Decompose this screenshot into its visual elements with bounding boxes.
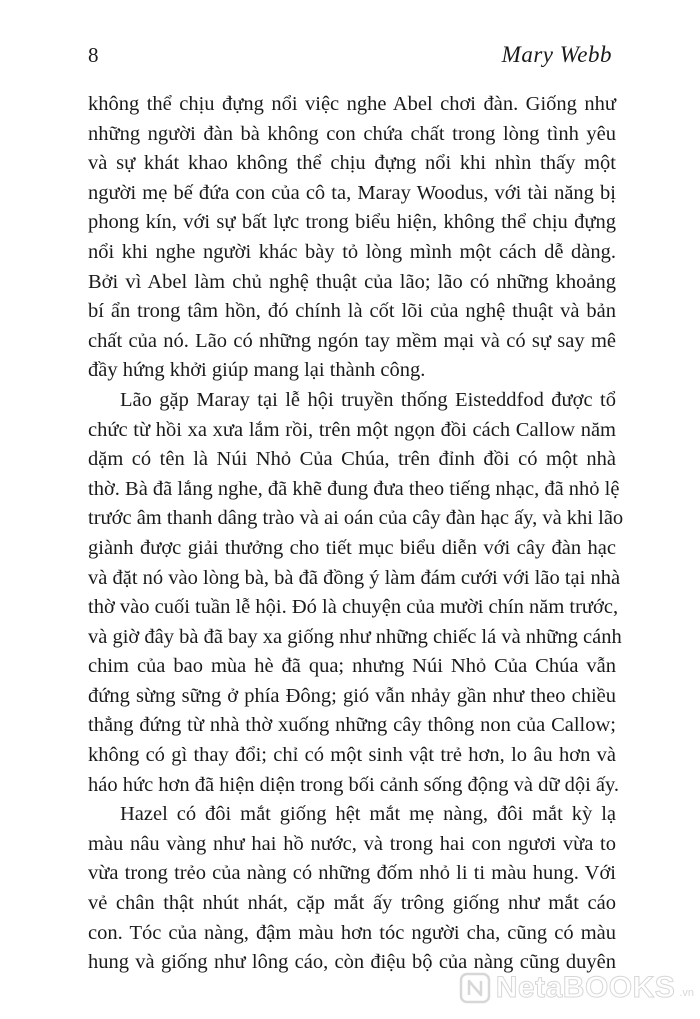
- text-line: chim của bao mùa hè đã qua; nhưng Núi Nhỏ Của Chúa vẫn: [88, 655, 616, 678]
- text-line: Lão gặp Maray tại lễ hội truyền thống Eisteddfod được tổ: [120, 388, 616, 411]
- text-line: và giờ đây bà đã bay xa giống như những chiếc lá và những cánh: [88, 625, 622, 648]
- text-line: con. Tóc của nàng, đậm màu hơn tóc người cha, cũng có màu: [88, 921, 616, 944]
- text-line: những người đàn bà không con chứa chất trong lòng tình yêu: [88, 122, 616, 145]
- text-line: vừa trong trẻo của nàng có những đốm nhỏ li ti màu hung. Với: [88, 862, 616, 885]
- text-line: Hazel có đôi mắt giống hệt mắt mẹ nàng, đôi mắt kỳ lạ: [120, 803, 616, 826]
- watermark: [458, 971, 694, 1005]
- text-line: thờ vào cuối tuần lễ hội. Đó là chuyện của mười chín năm trước,: [88, 596, 619, 619]
- text-line: không có gì thay đổi; chỉ có một sinh vật trẻ hơn, lo âu hơn và: [88, 744, 616, 767]
- text-line: đứng sừng sững ở phía Đông; gió vẫn nhảy gần như theo chiều: [88, 684, 616, 707]
- watermark-text: NetaBOOKS: [495, 971, 676, 1004]
- text-line: chất của nó. Lão có những ngón tay mềm mại và có sự say mê: [88, 329, 616, 352]
- page-header: [88, 42, 612, 72]
- watermark-tld: .vn: [679, 987, 694, 999]
- text-line: hung và giống như lông cáo, còn điệu bộ của nàng cũng duyên: [88, 951, 616, 974]
- body-text: [88, 90, 624, 978]
- text-line: chức từ hồi xa xưa lắm rồi, trên một ngọn đồi cách Callow năm: [88, 418, 616, 441]
- text-line: không thể chịu đựng nổi việc nghe Abel chơi đàn. Giống như: [88, 93, 616, 115]
- text-line: và sự khát khao không thể chịu đựng nổi khi nhìn thấy một: [88, 152, 616, 175]
- text-line: và đặt nó vào lòng bà, bà đã đồng ý làm đám cưới với lão tại nhà: [88, 566, 621, 589]
- text-line: đầy hứng khởi giúp mang lại thành công.: [88, 359, 426, 382]
- text-line: vẻ chân thật nhút nhát, cặp mắt ấy trông giống như mắt cáo: [88, 892, 616, 915]
- page-number: 8: [88, 43, 99, 67]
- text-line: háo hức hơn đã hiện diện trong bối cảnh sống động và dữ dội ấy.: [88, 773, 620, 796]
- text-line: thẳng đứng từ nhà thờ xuống những cây thông non của Callow;: [88, 714, 616, 737]
- text-line: phong kín, với sự bất lực trong biểu hiện, không thể chịu đựng: [88, 211, 616, 234]
- text-line: dặm có tên là Núi Nhỏ Của Chúa, trên đỉnh đồi có một nhà: [88, 448, 616, 471]
- text-line: giành được giải thưởng cho tiết mục biểu diễn với cây đàn hạc: [88, 536, 616, 559]
- text-line: màu nâu vàng như hai hồ nước, và trong hai con ngươi vừa to: [88, 832, 616, 855]
- running-head-author: Mary Webb: [501, 42, 612, 67]
- text-line: thờ. Bà đã lắng nghe, đã khẽ đung đưa theo tiếng nhạc, đã nhỏ lệ: [88, 477, 620, 500]
- text-line: nổi khi nghe người khác bày tỏ lòng mình một cách dễ dàng.: [88, 240, 616, 263]
- text-line: trước âm thanh dâng trào và ai oán của cây đàn hạc ấy, và khi lão: [88, 507, 624, 530]
- text-line: người mẹ bế đứa con của cô ta, Maray Woodus, với tài năng bị: [88, 181, 616, 204]
- netabooks-logo-icon: [458, 971, 492, 1005]
- text-line: Bởi vì Abel làm chủ nghệ thuật của lão; lão có những khoảng: [88, 270, 616, 293]
- text-line: bí ẩn trong tâm hồn, đó chính là cốt lõi của nghệ thuật và bản: [88, 300, 616, 323]
